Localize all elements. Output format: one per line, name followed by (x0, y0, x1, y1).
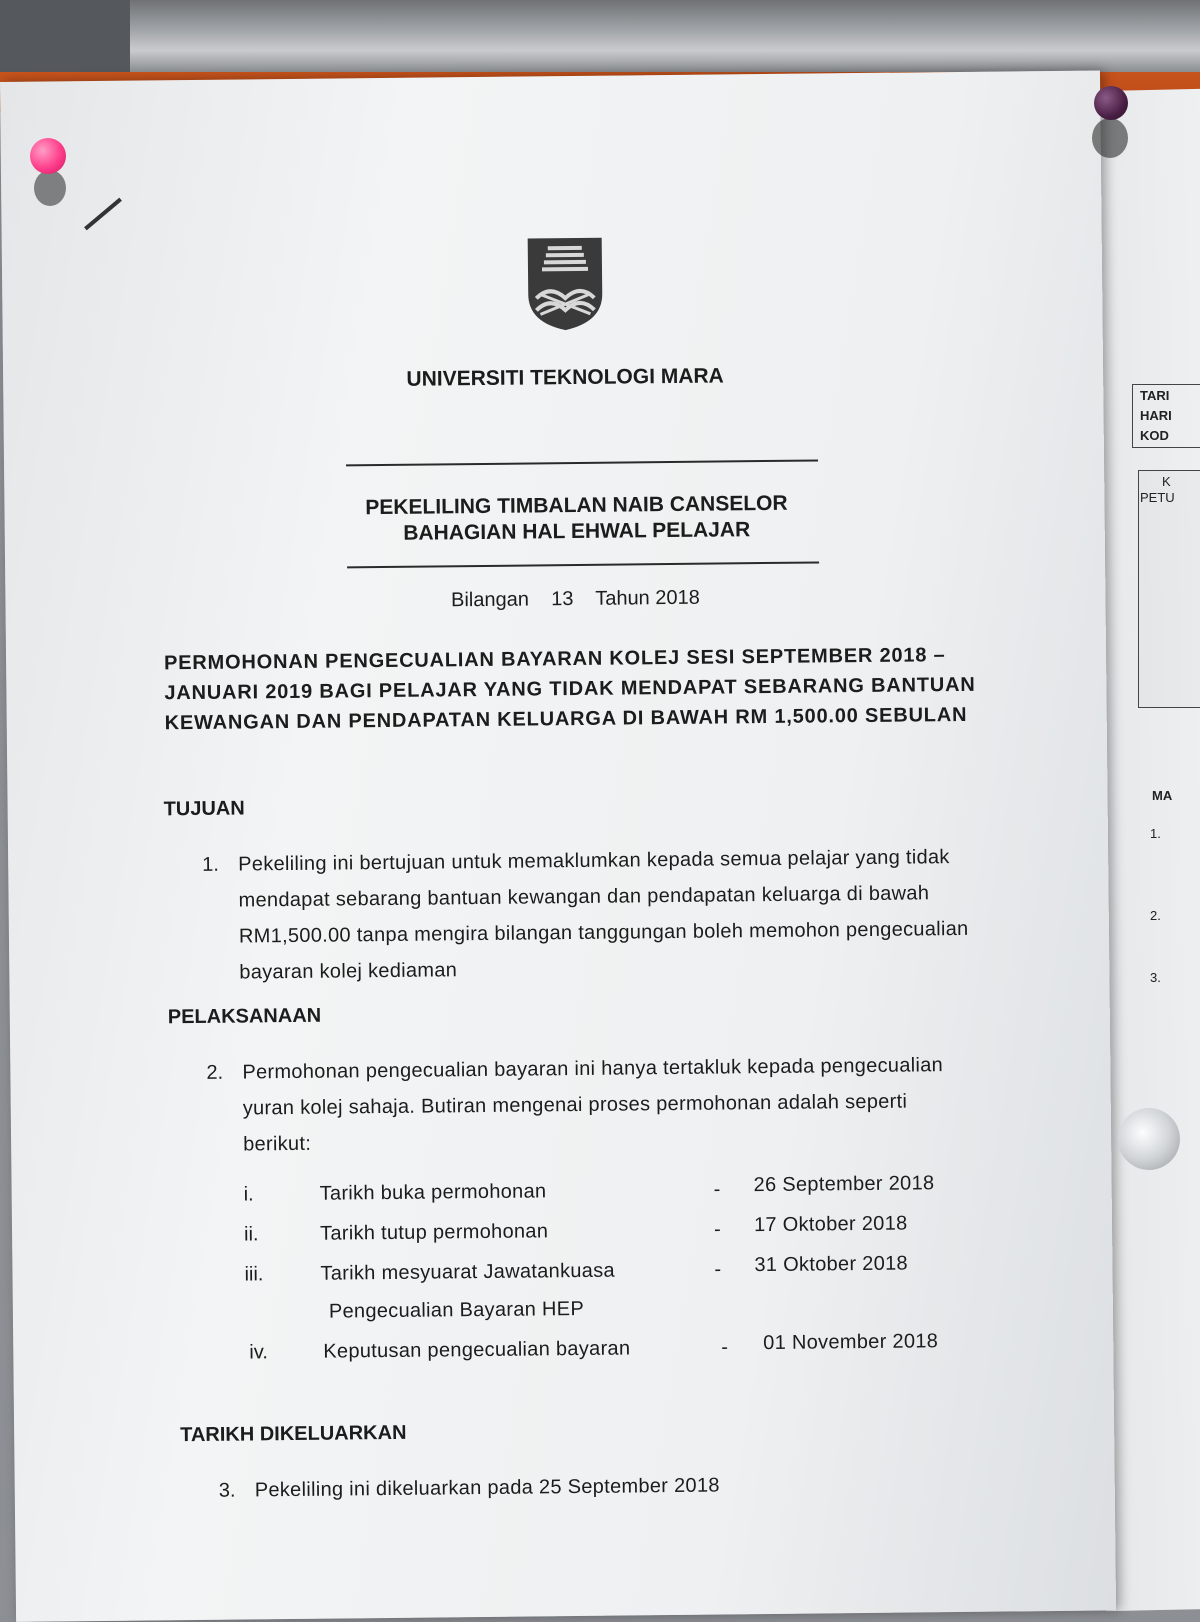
side-header: PETU (1140, 490, 1175, 505)
paragraph-line: Permohonan pengecualian bayaran ini hanya tertakluk kepada pengecualian (242, 1054, 944, 1084)
number-value: 13 (551, 588, 574, 611)
year-value: 2018 (655, 586, 700, 610)
side-number: 2. (1150, 908, 1161, 923)
circular-number (5, 582, 1145, 617)
document-title-line: PERMOHONAN PENGECUALIAN BAYARAN KOLEJ SESI SEPTEMBER 2018 – (163, 644, 946, 675)
side-table-row: TARI (1140, 388, 1170, 403)
pink-pushpin-icon (30, 138, 66, 174)
side-number: 3. (1150, 970, 1161, 985)
circular-subheading: BAHAGIAN HAL EHWAL PELAJAR (403, 518, 751, 545)
side-number: 1. (1150, 826, 1161, 841)
document-title-line: JANUARI 2019 BAGI PELAJAR YANG TIDAK MENDAPAT SEBARANG BANTUAN (164, 673, 976, 705)
item-date: 26 September 2018 (753, 1172, 935, 1197)
paragraph-line: berikut: (243, 1132, 312, 1156)
item-label: Tarikh tutup permohonan (319, 1220, 549, 1245)
paragraph-line: bayaran kolej kediaman (239, 959, 458, 984)
year-label: Tahun (595, 587, 650, 610)
document-title-line: KEWANGAN DAN PENDAPATAN KELUARGA DI BAWAH RM 1,500.00 SEBULAN (164, 703, 968, 735)
item-date: 31 Oktober 2018 (754, 1252, 909, 1277)
section-heading-tarikh: TARIKH DIKELUARKAN (180, 1421, 407, 1447)
circular-heading: PEKELILING TIMBALAN NAIB CANSELOR (365, 491, 788, 520)
number-label: Bilangan (450, 588, 530, 612)
paragraph-number: 3. (218, 1479, 236, 1502)
side-heading: MA (1152, 788, 1173, 803)
item-number: i. (243, 1183, 254, 1206)
item-dash: - (721, 1336, 729, 1359)
whiteboard-rail (0, 0, 130, 72)
item-date: 01 November 2018 (763, 1330, 939, 1355)
purple-pushpin-icon (1094, 86, 1128, 120)
paragraph-line: mendapat sebarang bantuan kewangan dan pendapatan keluarga di bawah (238, 882, 930, 912)
bottom-rule (347, 561, 819, 568)
item-number: iii. (244, 1263, 264, 1286)
paragraph-line: Pekeliling ini bertujuan untuk memaklumkan kepada semua pelajar yang tidak (238, 846, 950, 876)
item-label: Tarikh mesyuarat Jawatankuasa (320, 1259, 616, 1285)
circular-document (0, 70, 1116, 1621)
paragraph-line: yuran kolej sahaja. Butiran mengenai proses permohonan adalah seperti (242, 1090, 908, 1120)
pin-shadow (1092, 118, 1128, 158)
item-date: 17 Oktober 2018 (753, 1212, 908, 1237)
paragraph-number: 1. (202, 853, 220, 876)
item-dash: - (713, 1178, 721, 1201)
uitm-crest-icon (526, 236, 605, 333)
whiteboard-frame (0, 0, 1200, 72)
section-heading-pelaksanaan: PELAKSANAAN (167, 1004, 322, 1029)
paragraph-number: 2. (206, 1061, 224, 1084)
side-table-row: HARI (1140, 408, 1172, 423)
pin-shadow (34, 170, 66, 206)
item-number: ii. (243, 1223, 259, 1246)
clear-pushpin-icon (1118, 1108, 1180, 1170)
side-header: K (1162, 474, 1171, 489)
item-label-continued: Pengecualian Bayaran HEP (328, 1297, 585, 1323)
top-rule (346, 459, 818, 466)
paragraph-line: RM1,500.00 tanpa mengira bilangan tanggungan boleh memohon pengecualian (238, 917, 969, 948)
side-table-row: KOD (1140, 428, 1169, 443)
institution-name: UNIVERSITI TEKNOLOGI MARA (406, 364, 724, 391)
item-label: Tarikh buka permohonan (319, 1180, 547, 1205)
section-heading-tujuan: TUJUAN (163, 797, 245, 821)
item-dash: - (714, 1258, 722, 1281)
item-dash: - (713, 1218, 722, 1241)
paragraph-line: Pekeliling ini dikeluarkan pada 25 September 2018 (254, 1474, 720, 1502)
item-label: Keputusan pengecualian bayaran (323, 1337, 631, 1363)
item-number: iv. (249, 1341, 268, 1364)
